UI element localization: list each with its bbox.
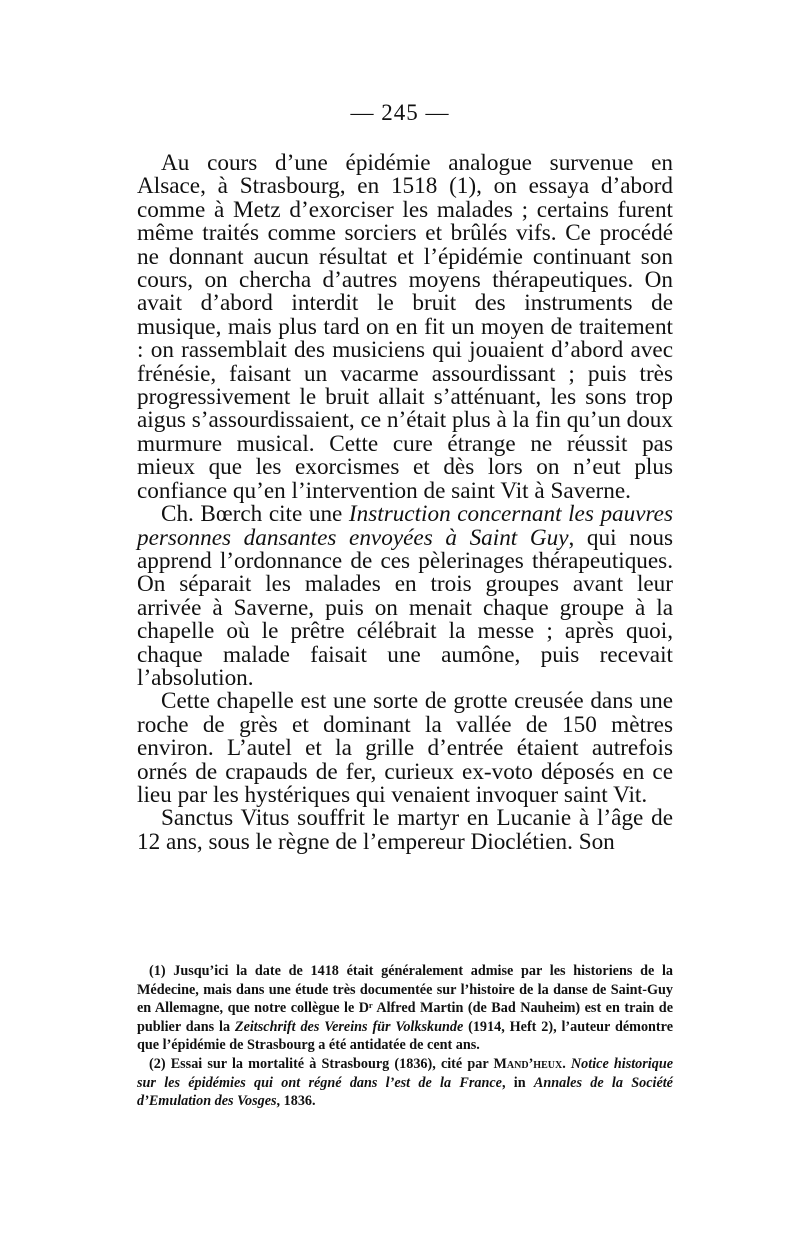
footnote-1 bbox=[137, 962, 673, 1055]
footnote-2-sep2: , in bbox=[501, 1074, 534, 1091]
paragraph-boerch-instruction bbox=[137, 503, 673, 690]
footnotes bbox=[137, 962, 673, 1111]
instruction-title: Instruction concernant les pauvres personnes dansantes envoyées à Saint Guy bbox=[137, 501, 673, 551]
paragraph-2-rest: , qui nous apprend l’ordonnance de ces pèlerinages thérapeutiques. On séparait les malades en trois groupes avant leur arrivée à Saverne, puis on menait chaque groupe à la chapelle où le prêtre célébrait la messe ; après quoi, chaque malade faisait une aumône, puis recevait l’absolution. bbox=[137, 524, 673, 691]
footnote-2-notice-title: Notice historique sur les épidémies qui ont régné dans l’est de la France bbox=[137, 1055, 674, 1091]
footnote-2-lead: (2) Essai sur la mortalité à Strasbourg (1836), cité par bbox=[149, 1055, 494, 1072]
page-number: — 245 — bbox=[350, 100, 450, 125]
footnote-1-journal: Zeitschrift des Vereins für Volkskunde bbox=[234, 1018, 464, 1035]
footnote-2-year: , 1836. bbox=[276, 1093, 316, 1110]
paragraph-strasbourg-epidemic: Au cours d’une épidémie analogue survenue en Alsace, à Strasbourg, en 1518 (1), on essaya d’abord comme à Metz d’exorciser les malades ; certains furent même traités comme sorciers et brûlés vifs. Ce procédé ne donnant aucun résultat et l’épidémie continuant son cours, on chercha d’autres moyens thérapeutiques. On avait d’abord interdit le bruit des instruments de musique, mais plus tard on en fit un moyen de traitement : on rassemblait des musiciens qui jouaient d’abord avec frénésie, faisant un vacarme assourdissant ; puis très progressivement le bruit allait s’atténuant, les sons trop aigus s’assourdissaient, ce n’était plus à la fin qu’un doux murmure musical. Cette cure étrange ne réussit pas mieux que les exorcismes et dès lors on n’eut plus confiance qu’en l’intervention de saint Vit à Saverne. bbox=[137, 150, 673, 504]
footnote-2 bbox=[137, 1055, 673, 1111]
paragraph-chapel: Cette chapelle est une sorte de grotte creusée dans une roche de grès et dominant la vallée de 150 mètres environ. L’autel et la grille d’entrée étaient autrefois ornés de crapauds de fer, curieux ex-voto déposés en ce lieu par les hystériques qui venaient invoquer saint Vit. bbox=[137, 688, 673, 808]
footnote-2-annales: Annales de la Société d’Emulation des Vosges bbox=[137, 1074, 673, 1110]
footnote-1-rest: (1914, Heft 2), l’auteur démontre que l’épidémie de Strasbourg a été antidatée de cent ans. bbox=[137, 1018, 673, 1054]
body-text bbox=[137, 152, 673, 854]
footnote-2-author: Mand’heux bbox=[493, 1055, 563, 1072]
paragraph-2-lead: Ch. Bœrch cite une bbox=[161, 501, 349, 528]
footnote-2-sep: . bbox=[562, 1055, 571, 1072]
paragraph-sanctus-vitus: Sanctus Vitus souffrit le martyr en Lucanie à l’âge de 12 ans, sous le règne de l’empereur Dioclétien. Son bbox=[137, 805, 673, 855]
footnote-1-lead: (1) Jusqu’ici la date de 1418 était généralement admise par les historiens de la Médecine, mais dans une étude très documentée sur l’histoire de la danse de Saint-Guy en Allemagne, que notre collègue le Dʳ Alfred Martin (de Bad Nauheim) est en train de publier dans la bbox=[137, 963, 673, 1035]
